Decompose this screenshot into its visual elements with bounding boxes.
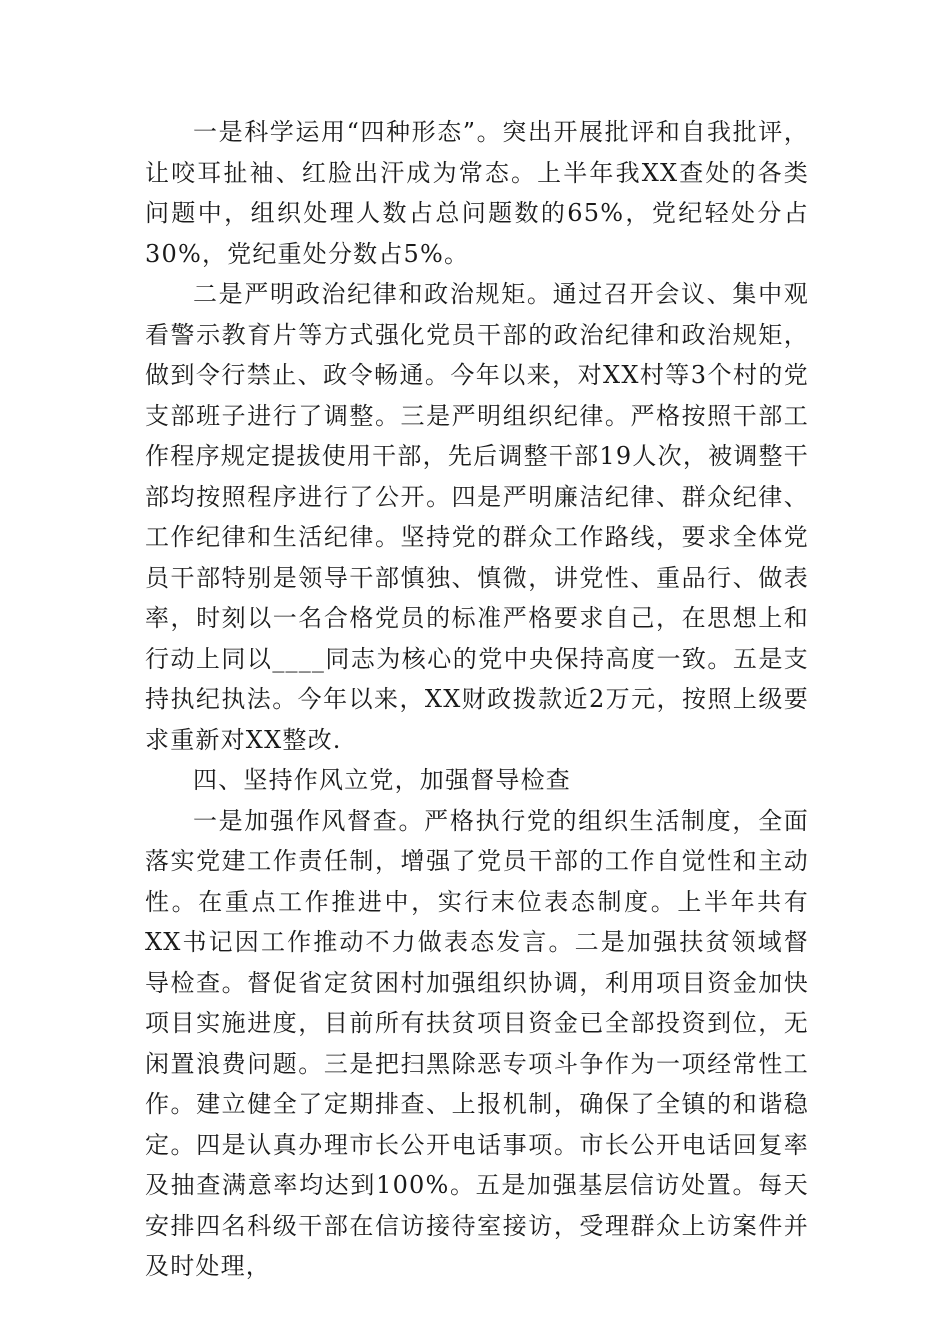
paragraph-political-discipline: 二是严明政治纪律和政治规矩。通过召开会议、集中观看警示教育片等方式强化党员干部的政治纪律和政治规矩，做到令行禁止、政令畅通。今年以来，对XX村等3个村的党支部班子进行了调整。三是严明组织纪律。严格按照干部工作程序规定提拔使用干部，先后调整干部19人次，被调整干部均按照程序进行了公开。四是严明廉洁纪律、群众纪律、工作纪律和生活纪律。坚持党的群众工作路线，要求全体党员干部特别是领导干部慎独、慎微，讲党性、重品行、做表率，时刻以一名合格党员的标准严格要求自己，在思想上和行动上同以____同志为核心的党中央保持高度一致。五是支持执纪执法。今年以来，XX财政拨款近2万元，按照上级要求重新对XX整改. [145,280,809,754]
document-body [145,112,809,1287]
section-heading-work-style: 四、坚持作风立党，加强督导检查 [193,766,571,794]
paragraph-four-forms: 一是科学运用“四种形态”。突出开展批评和自我批评，让咬耳扯袖、红脸出汗成为常态。上半年我XX查处的各类问题中，组织处理人数占总问题数的65%，党纪轻处分占30%，党纪重处分数占5%。 [145,118,809,268]
paragraph-work-style-supervision: 一是加强作风督查。严格执行党的组织生活制度，全面落实党建工作责任制，增强了党员干部的工作自觉性和主动性。在重点工作推进中，实行末位表态制度。上半年共有XX书记因工作推动不力做表态发言。二是加强扶贫领域督导检查。督促省定贫困村加强组织协调，利用项目资金加快项目实施进度，目前所有扶贫项目资金已全部投资到位，无闲置浪费问题。三是把扫黑除恶专项斗争作为一项经常性工作。建立健全了定期排查、上报机制，确保了全镇的和谐稳定。四是认真办理市长公开电话事项。市长公开电话回复率及抽查满意率均达到100%。五是加强基层信访处置。每天安排四名科级干部在信访接待室接访，受理群众上访案件并及时处理， [145,806,809,1280]
